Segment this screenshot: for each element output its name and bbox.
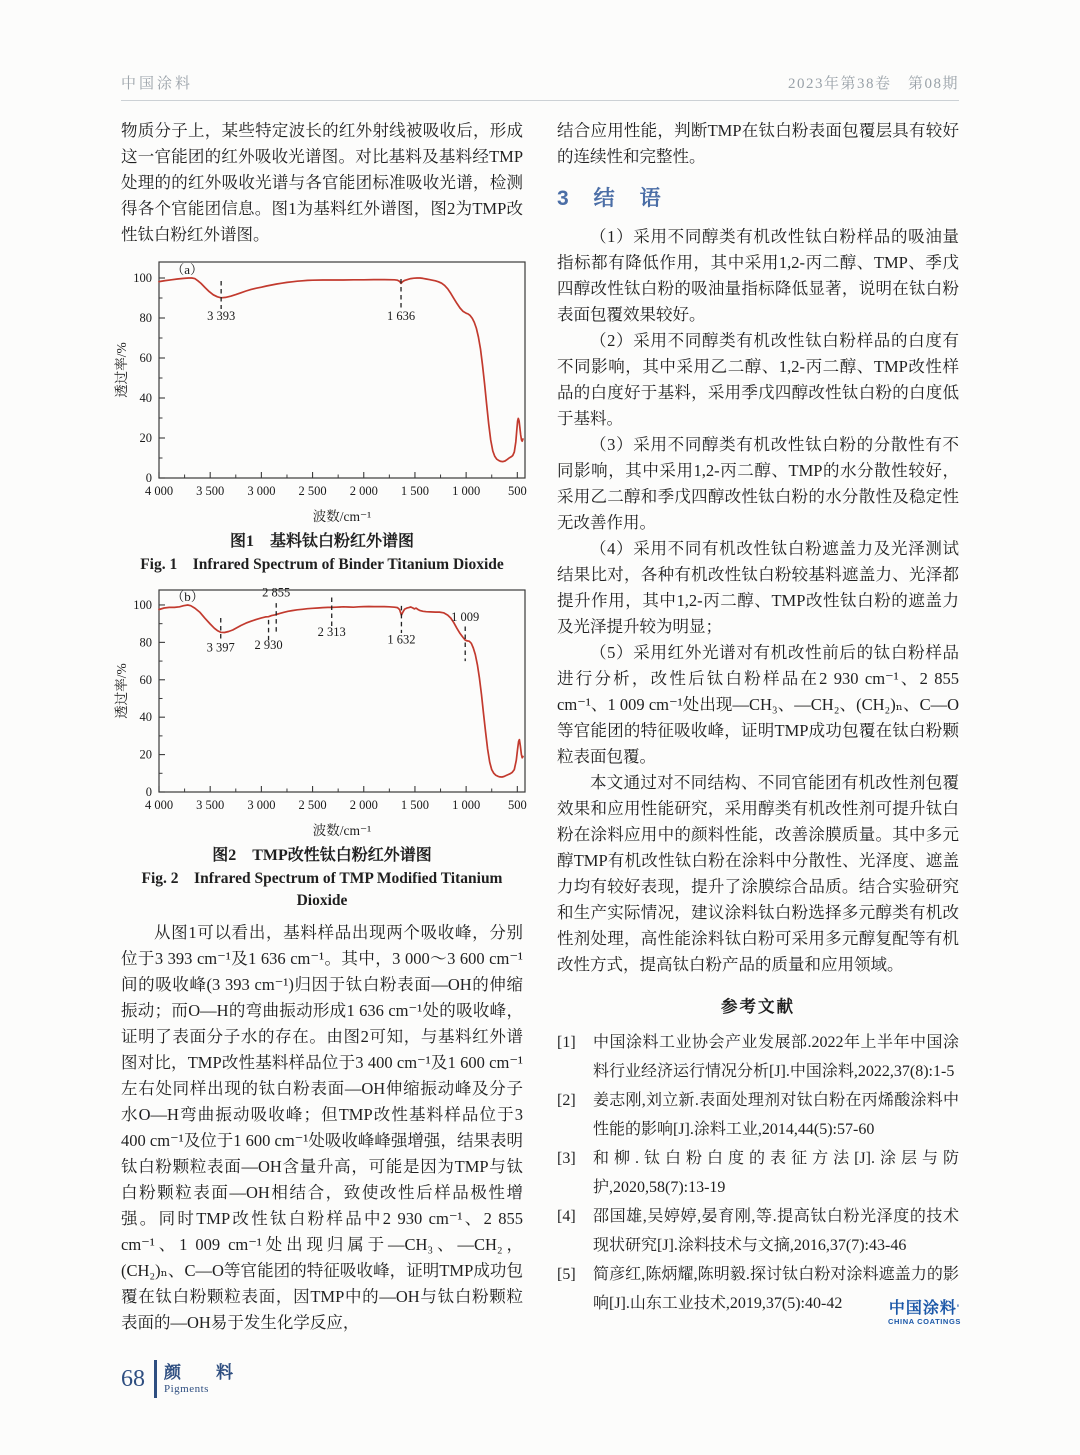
svg-text:2 313: 2 313 [317,624,346,639]
svg-text:20: 20 [139,431,152,445]
svg-text:1 500: 1 500 [400,484,430,498]
svg-text:4 000: 4 000 [144,798,174,812]
svg-text:3 500: 3 500 [196,484,225,498]
svg-text:1 009: 1 009 [451,609,480,624]
reference-text: 简彦红,陈炳耀,陈明毅.探讨钛白粉对涂料遮盖力的影响[J].山东工业技术,2019,37(5):40-42 [593,1266,959,1312]
svg-text:1 632: 1 632 [387,632,416,647]
svg-text:透过率/%: 透过率/% [114,342,129,398]
reference-item [557,1028,959,1086]
footer-page-number: 68 [121,1365,145,1392]
journal-logo-mark: ' [956,1303,961,1313]
footer-section-name: 颜 料 [164,1362,242,1382]
left-column [114,118,527,1336]
svg-text:60: 60 [139,672,152,687]
svg-text:500: 500 [507,798,527,812]
svg-text:2 000: 2 000 [349,798,378,812]
reference-text: 中国涂料工业协会产业发展部.2022年上半年中国涂料行业经济运行情况分析[J].中国涂料,2022,37(8):1-5 [593,1034,959,1080]
svg-text:60: 60 [139,351,152,365]
svg-text:500: 500 [507,484,527,498]
svg-text:40: 40 [139,391,152,405]
page-header [121,72,959,101]
svg-text:透过率/%: 透过率/% [114,663,129,719]
svg-text:100: 100 [133,597,152,612]
svg-text:3 393: 3 393 [207,309,236,323]
svg-text:80: 80 [139,635,152,650]
right-column [557,118,959,1318]
paragraph-summary: 本文通过对不同结构、不同官能团有机改性剂包覆效果和应用性能研究，采用醇类有机改性剂可提升钛白粉在涂料应用中的颜料性能，改善涂膜质量。其中多元醇TMP有机改性钛白粉在涂料中分散性、光泽度、遮盖力均有较好表现，提升了涂膜综合品质。结合实验研究和生产实际情况，建议涂料钛白粉选择多元醇类有机改性剂处理，高性能涂料钛白粉可采用多元醇复配等有机改性方式，提高钛白粉产品的质量和应用领域。 [557,773,959,974]
svg-text:1 000: 1 000 [452,484,481,498]
reference-marker: [3] [557,1150,576,1167]
svg-text:20: 20 [139,747,152,762]
fig2-caption-cn: 图2 TMP改性钛白粉红外谱图 [212,847,432,864]
footer-section-name-en: Pigments [164,1382,209,1395]
reference-marker: [1] [557,1034,576,1051]
footer-divider-bar [154,1360,157,1398]
svg-text:3 000: 3 000 [247,798,276,812]
conclusion-item-2: （2）采用不同醇类有机改性钛白粉样品的白度有不同影响，其中采用乙二醇、1,2-丙二醇、TMP改性样品的白度好于基料，采用季戊四醇改性钛白粉的白度低于基料。 [557,331,959,428]
reference-text: 和柳.钛白粉白度的表征方法[J].涂层与防护,2020,58(7):13-19 [593,1150,959,1196]
reference-item [557,1144,959,1202]
svg-text:2 500: 2 500 [298,798,327,812]
references-heading: 参考文献 [721,997,795,1016]
paragraph-discussion: 从图1可以看出，基料样品出现两个吸收峰，分别位于3 393 cm⁻¹及1 636 cm⁻¹。其中，3 000～3 600 cm⁻¹间的吸收峰(3 393 cm⁻¹)归因于钛白粉表面—OH的伸缩振动；而O—H的弯曲振动形成1 636 cm⁻¹处的吸收峰，证明了表面分子水的存在。由图2可知，与基料红外谱图对比，TMP改性基料样品位于3 400 cm⁻¹及1 600 cm⁻¹左右处同样出现的钛白粉表面—OH伸缩振动峰及分子水O—H弯曲振动吸收峰；但TMP改性基料样品位于3 400 cm⁻¹及位于1 600 cm⁻¹处吸收峰峰强增强，结果表明钛白粉颗粒表面—OH含量升高，可能是因为TMP与钛白粉颗粒表面—OH相结合，致使改性后样品极性增强。同时TMP改性钛白粉样品中2 930 cm⁻¹、2 855 cm⁻¹、1 009 cm⁻¹处出现归属于—CH₃、—CH₂，(CH₂)ₙ、C—O等官能团的特征吸收峰，证明TMP成功包覆在钛白粉颗粒表面，因TMP中的—OH与钛白粉颗粒表面的—OH易于发生化学反应， [121,923,523,1332]
conclusion-item-4: （4）采用不同有机改性钛白粉遮盖力及光泽测试结果比对，各种有机改性钛白粉较基料遮盖力、光泽都提升作用，其中1,2-丙二醇、TMP改性钛白粉的遮盖力及光泽提升较为明显； [557,539,959,636]
reference-item [557,1202,959,1260]
fig1-caption-cn: 图1 基料钛白粉红外谱图 [229,533,414,550]
svg-text:波数/cm⁻¹: 波数/cm⁻¹ [312,823,372,838]
reference-text: 姜志刚,刘立新.表面处理剂对钛白粉在丙烯酸涂料中性能的影响[J].涂料工业,2014,44(5):57-60 [593,1092,959,1138]
svg-text:80: 80 [139,311,152,325]
header-issue-info: 2023年第38卷 第08期 [787,76,959,92]
svg-text:0: 0 [145,471,152,485]
fig1-infrared-spectrum-chart [113,256,535,528]
reference-marker: [4] [557,1208,576,1225]
journal-logo [888,1300,961,1326]
svg-text:3 000: 3 000 [247,484,276,498]
fig2-caption-en: Fig. 2 Infrared Spectrum of TMP Modified Titanium Dioxide [141,870,503,909]
svg-text:100: 100 [133,271,152,285]
svg-text:3 500: 3 500 [196,798,225,812]
reference-marker: [2] [557,1092,576,1109]
journal-logo-subtext: CHINA COATINGS [888,1317,961,1326]
svg-text:3 397: 3 397 [206,640,235,655]
svg-text:1 500: 1 500 [400,798,430,812]
header-journal-name: 中国涂料 [121,76,194,92]
reference-item [557,1086,959,1144]
reference-text: 邵国雄,吴婷婷,晏育刚,等.提高钛白粉光泽度的技术现状研究[J].涂料技术与文摘,2016,37(7):43-46 [593,1208,959,1254]
svg-text:（a）: （a） [171,262,204,277]
reference-marker: [5] [557,1266,576,1283]
conclusion-item-3: （3）采用不同醇类有机改性钛白粉的分散性有不同影响，其中采用1,2-丙二醇、TMP的水分散性较好，采用乙二醇和季戊四醇改性钛白粉的水分散性及稳定性无改善作用。 [557,435,959,532]
section-heading-conclusion: 3 结 语 [557,187,663,210]
paragraph-intro: 物质分子上，某些特定波长的红外射线被吸收后，形成这一官能团的红外吸收光谱图。对比基料及基料经TMP处理的的红外吸收光谱与各官能团标准吸收光谱，检测得各个官能团信息。图1为基料红外谱图，图2为TMP改性钛白粉红外谱图。 [121,121,523,244]
svg-text:2 930: 2 930 [254,637,283,652]
fig1-caption-en: Fig. 1 Infrared Spectrum of Binder Titanium Dioxide [140,556,504,573]
page-footer [121,1360,242,1398]
svg-text:1 000: 1 000 [452,798,481,812]
svg-text:2 855: 2 855 [262,585,291,600]
svg-text:波数/cm⁻¹: 波数/cm⁻¹ [312,509,372,524]
svg-text:2 000: 2 000 [349,484,378,498]
paragraph-continuation: 结合应用性能，判断TMP在钛白粉表面包覆层具有较好的连续性和完整性。 [557,121,959,166]
svg-text:2 500: 2 500 [298,484,327,498]
svg-text:40: 40 [139,710,152,725]
svg-text:0: 0 [145,785,152,799]
conclusion-item-5: （5）采用红外光谱对有机改性前后的钛白粉样品进行分析，改性后钛白粉样品在2 930 cm⁻¹、2 855 cm⁻¹、1 009 cm⁻¹处出现—CH₃、—CH₂、(CH₂)ₙ、C—O等官能团的特征吸收峰，证明TMP成功包覆在钛白粉颗粒表面包覆。 [557,643,959,766]
fig2-infrared-spectrum-chart [113,584,535,842]
conclusion-item-1: （1）采用不同醇类有机改性钛白粉样品的吸油量指标都有降低作用，其中采用1,2-丙二醇、TMP、季戊四醇改性钛白粉的吸油量指标降低显著，说明在钛白粉表面包覆效果较好。 [557,227,959,324]
journal-logo-text: 中国涂料 [888,1300,957,1317]
svg-text:1 636: 1 636 [386,309,416,323]
svg-text:4 000: 4 000 [144,484,174,498]
svg-text:（b）: （b） [171,589,204,605]
